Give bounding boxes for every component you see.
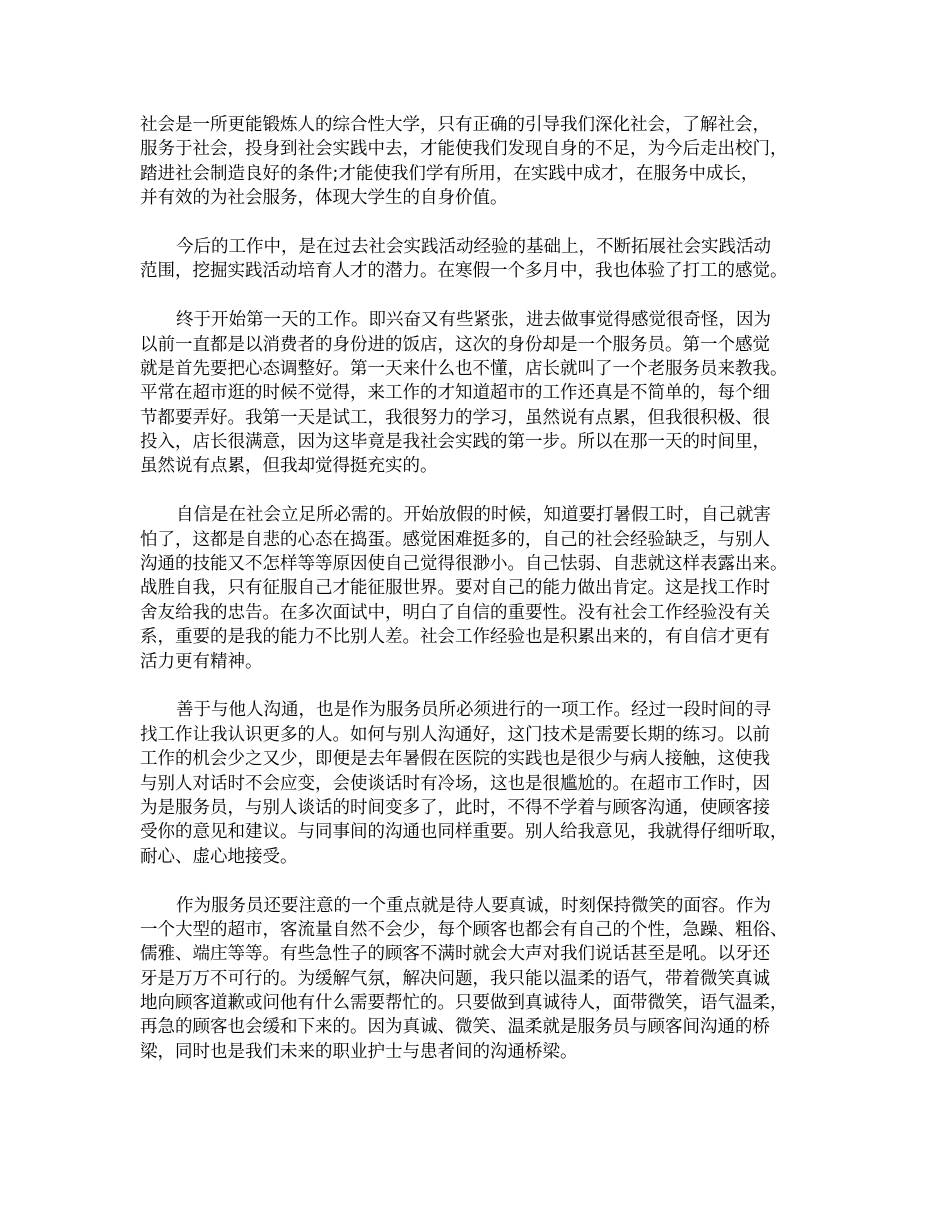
text-line: 终于开始第一天的工作。即兴奋又有些紧张，进去做事觉得感觉很奇怪，因为: [176, 310, 771, 331]
text-line: 工作的机会少之又少，即便是去年暑假在医院的实践也是很少与病人接触，这使我: [140, 749, 770, 770]
text-line: 梁，同时也是我们未来的职业护士与患者间的沟通桥梁。: [140, 1041, 578, 1062]
text-line: 并有效的为社会服务，体现大学生的自身价值。: [140, 188, 508, 209]
paragraph: [140, 235, 820, 284]
text-line: 今后的工作中，是在过去社会实践活动经验的基础上，不断拓展社会实践活动: [176, 236, 771, 257]
paragraph: [140, 698, 820, 869]
text-line: 找工作让我认识更多的人。如何与别人沟通好，这门技术是需要长期的练习。以前: [140, 724, 770, 745]
text-line: 一个大型的超市，客流量自然不会少，每个顾客也都会有自己的个性，急躁、粗俗、: [140, 919, 788, 940]
text-line: 自信是在社会立足所必需的。开始放假的时候，知道要打暑假工时，自己就害: [176, 505, 771, 526]
text-line: 服务于社会，投身到社会实践中去，才能使我们发现自身的不足，为今后走出校门，: [140, 139, 788, 160]
text-line: 活力更有精神。: [140, 651, 263, 672]
text-line: 就是首先要把心态调整好。第一天来什么也不懂，店长就叫了一个老服务员来教我。: [140, 358, 788, 379]
paragraph: [140, 503, 820, 674]
text-line: 耐心、虚心地接受。: [140, 846, 298, 867]
document-body: [140, 113, 820, 1089]
text-line: 系，重要的是我的能力不比别人差。社会工作经验也是积累出来的，有自信才更有: [140, 627, 770, 648]
text-line: 受你的意见和建议。与同事间的沟通也同样重要。别人给我意见，我就得仔细听取，: [140, 822, 788, 843]
text-line: 儒雅、端庄等等。有些急性子的顾客不满时就会大声对我们说话甚至是吼。以牙还: [140, 944, 770, 965]
text-line: 为是服务员，与别人谈话的时间变多了，此时，不得不学着与顾客沟通，使顾客接: [140, 797, 770, 818]
paragraph: [140, 113, 820, 211]
text-line: 舍友给我的忠告。在多次面试中，明白了自信的重要性。没有社会工作经验没有关: [140, 602, 770, 623]
text-line: 战胜自我，只有征服自己才能征服世界。要对自己的能力做出肯定。这是找工作时: [140, 578, 770, 599]
text-line: 善于与他人沟通，也是作为服务员所必须进行的一项工作。经过一段时间的寻: [176, 700, 771, 721]
text-line: 牙是万万不可行的。为缓解气氛，解决问题，我只能以温柔的语气，带着微笑真诚: [140, 968, 770, 989]
text-line: 作为服务员还要注意的一个重点就是待人要真诚，时刻保持微笑的面容。作为: [176, 895, 771, 916]
text-line: 社会是一所更能锻炼人的综合性大学，只有正确的引导我们深化社会，了解社会，: [140, 115, 770, 135]
text-line: 怕了，这都是自悲的心态在捣蛋。感觉困难挺多的，自己的社会经验缺乏，与别人: [140, 529, 770, 550]
text-line: 虽然说有点累，但我却觉得挺充实的。: [140, 456, 438, 477]
text-line: 平常在超市逛的时候不觉得，来工作的才知道超市的工作还真是不简单的，每个细: [140, 383, 770, 404]
text-line: 沟通的技能又不怎样等等原因使自己觉得很渺小。自己怯弱、自悲就这样表露出来。: [140, 554, 788, 575]
text-line: 地向顾客道歉或问他有什么需要帮忙的。只要做到真诚待人，面带微笑，语气温柔，: [140, 993, 788, 1014]
text-line: 节都要弄好。我第一天是试工，我很努力的学习，虽然说有点累，但我很积极、很: [140, 407, 770, 428]
paragraph: [140, 308, 820, 479]
text-line: 范围，挖掘实践活动培育人才的潜力。在寒假一个多月中，我也体验了打工的感觉。: [140, 261, 788, 282]
text-line: 与别人对话时不会应变，会使谈话时有冷场，这也是很尴尬的。在超市工作时，因: [140, 773, 770, 794]
text-line: 再急的顾客也会缓和下来的。因为真诚、微笑、温柔就是服务员与顾客间沟通的桥: [140, 1017, 770, 1038]
text-line: 以前一直都是以消费者的身份进的饭店，这次的身份却是一个服务员。第一个感觉: [140, 334, 770, 355]
paragraph: [140, 894, 820, 1065]
text-line: 投入，店长很满意，因为这毕竟是我社会实践的第一步。所以在那一天的时间里，: [140, 432, 770, 453]
text-line: 踏进社会制造良好的条件;才能使我们学有所用，在实践中成才，在服务中成长，: [140, 163, 759, 184]
